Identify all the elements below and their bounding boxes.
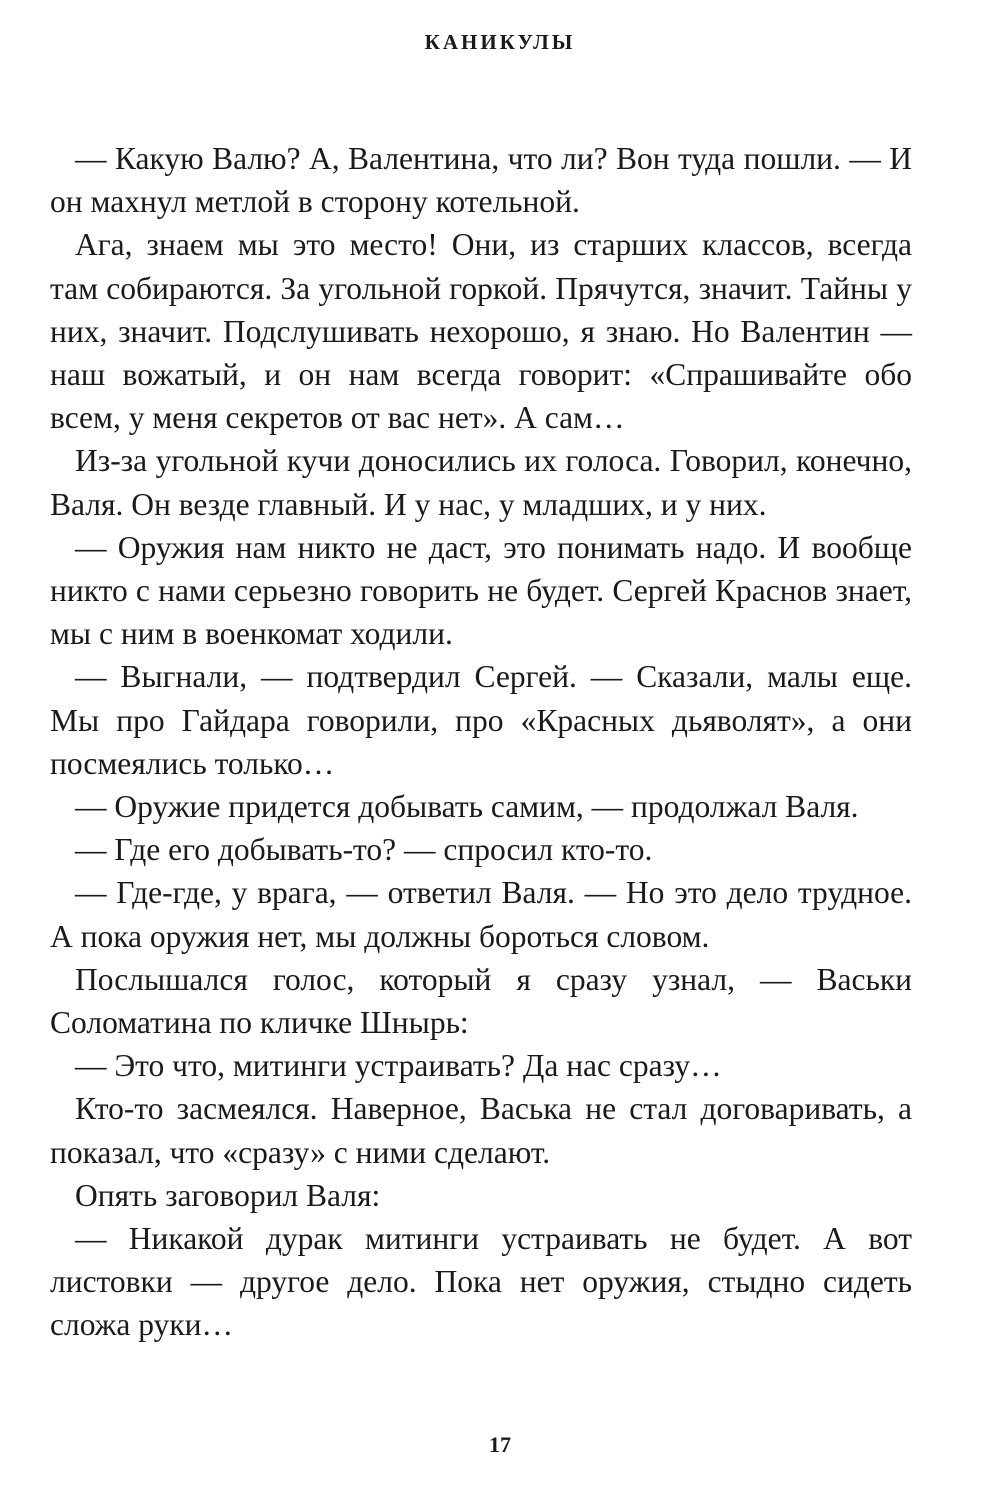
paragraph: — Где-где, у врага, — ответил Валя. — Но это дело трудное. А пока оружия нет, мы должны бороться словом. xyxy=(50,875,912,954)
paragraph: Послышался голос, который я сразу узнал, — Васьки Соломатина по кличке Шнырь: xyxy=(50,961,912,1041)
page-number: 17 xyxy=(489,1432,511,1457)
paragraph: Кто-то засмеялся. Наверное, Васька не стал договаривать, а показал, что «сразу» с ними сделают. xyxy=(50,1091,912,1170)
paragraph: — Это что, митинги устраивать? Да нас сразу… xyxy=(75,1048,722,1084)
paragraph: — Оружия нам никто не даст, это понимать надо. И вообще никто с нами серьезно говорить не будет. Сергей Краснов знает, мы с ним в военкомат ходили. xyxy=(50,529,912,652)
paragraph: — Выгнали, — подтвердил Сергей. — Сказали, малы еще. Мы про Гайдара говорили, про «Красных дьяволят», а они посмеялись только… xyxy=(50,659,912,781)
paragraph: Из-за угольной кучи доносились их голоса. Говорил, конечно, Валя. Он везде главный. И у нас, у младших, и у них. xyxy=(50,443,912,522)
paragraph: — Никакой дурак митинги устраивать не будет. А вот листовки — другое дело. Пока нет оружия, стыдно сидеть сложа руки… xyxy=(50,1221,912,1343)
running-title: КАНИКУЛЫ xyxy=(424,30,576,54)
paragraph: — Какую Валю? А, Валентина, что ли? Вон туда пошли. — И он махнул метлой в сторону котельной. xyxy=(50,141,912,220)
paragraph: Ага, знаем мы это место! Они, из старших классов, всегда там собираются. За угольной горкой. Прячутся, значит. Тайны у них, значит. Подслушивать нехорошо, я знаю. Но Валентин — наш вожатый, и он нам всегда говорит: «Спрашивайте обо всем, у меня секретов от вас нет». А сам… xyxy=(50,227,912,436)
paragraph: Опять заговорил Валя: xyxy=(75,1177,381,1213)
paragraph: — Где его добывать-то? — спросил кто-то. xyxy=(75,832,653,868)
paragraph: — Оружие придется добывать самим, — продолжал Валя. xyxy=(75,789,859,825)
body-text xyxy=(50,137,912,1347)
